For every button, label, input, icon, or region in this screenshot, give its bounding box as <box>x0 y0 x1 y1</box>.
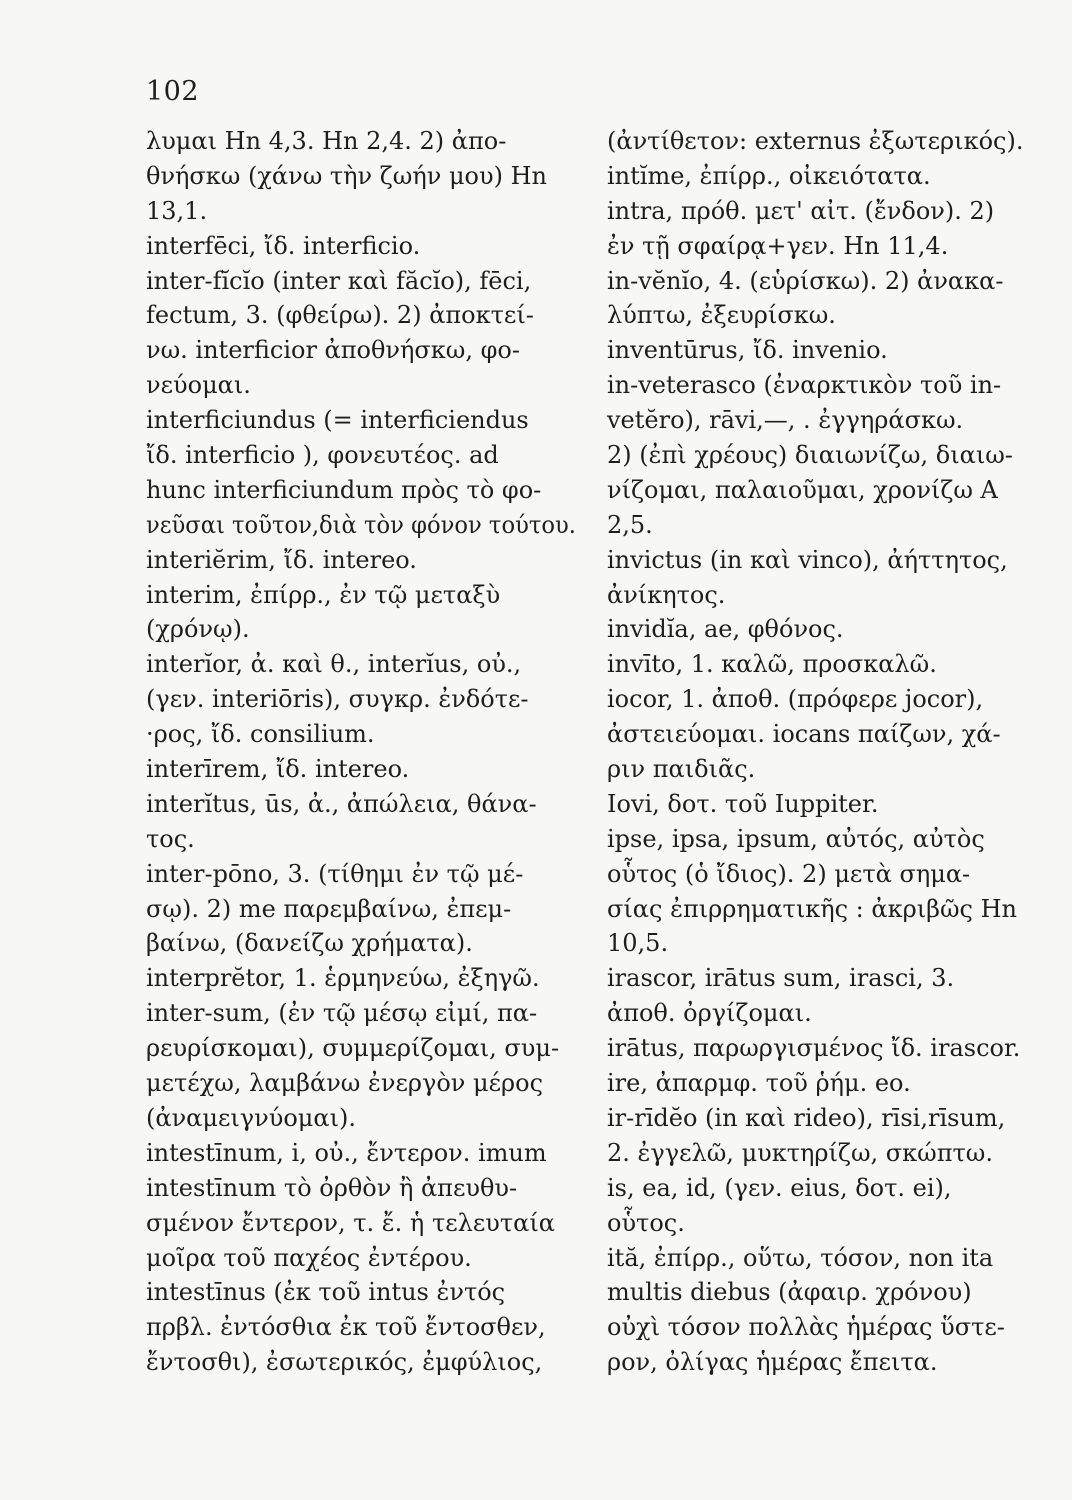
text-line: ἐν τῇ σφαίρᾳ+γεν. Hn 11,4. <box>607 231 949 260</box>
text-line: νεύομαι. <box>146 371 251 400</box>
text-line: interĭor, ἀ. καὶ θ., interĭus, οὐ., <box>146 650 522 679</box>
text-line: irascor, irātus sum, irasci, 3. <box>607 964 955 993</box>
text-line: σῳ). 2) me παρεμβαίνω, ἐπεμ- <box>146 894 512 923</box>
text-line: inter-fĭcĭo (inter καὶ făcĭo), fēci, <box>146 266 532 295</box>
text-line: πρβλ. ἐντόσθια ἐκ τοῦ ἔντοσθεν, <box>146 1313 546 1342</box>
text-line: inter-pōno, 3. (τίθημι ἐν τῷ μέ- <box>146 859 524 888</box>
text-line: 2. ἐγγελῶ, μυκτηρίζω, σκώπτω. <box>607 1138 993 1167</box>
text-line: ρευρίσκομαι), συμμερίζομαι, συμ- <box>146 1034 560 1063</box>
right-column <box>607 124 1047 1380</box>
text-line: invidĭa, ae, φθόνος. <box>607 615 844 644</box>
text-line: ire, ἀπαρμφ. τοῦ ῥήμ. eo. <box>607 1069 911 1098</box>
text-line: τος. <box>146 824 195 853</box>
text-line: fectum, 3. (φθείρω). 2) ἀποκτεί- <box>146 301 534 330</box>
text-line: intestīnus (ἐκ τοῦ intus ἐντός <box>146 1278 506 1307</box>
text-line: σμένον ἔντερον, τ. ἔ. ἡ τελευταία <box>146 1208 555 1237</box>
text-line: σίας ἐπιρρηματικῆς : ἀκριβῶς Hn <box>607 894 1018 923</box>
text-line: Iovi, δοτ. τοῦ Iuppiter. <box>607 789 879 818</box>
text-line: μοῖρα τοῦ παχέος ἐντέρου. <box>146 1243 472 1272</box>
text-line: (ἀναμειγνύομαι). <box>146 1103 356 1132</box>
text-line: λυμαι Hn 4,3. Hn 2,4. 2) ἀπο- <box>146 127 507 155</box>
text-line: invīto, 1. καλῶ, προσκαλῶ. <box>607 650 937 679</box>
text-line: ·ρος, ἴδ. consilium. <box>146 720 375 749</box>
text-line: intestīnum τὸ ὀρθὸν ἢ ἀπευθυ- <box>146 1173 518 1202</box>
left-column <box>146 124 576 1380</box>
text-line: in-vĕnĭo, 4. (εὑρίσκω). 2) ἀνακα- <box>607 266 1004 295</box>
text-line: 2) (ἐπὶ χρέους) διαιωνίζω, διαιω- <box>607 441 1013 470</box>
text-line: is, ea, id, (γεν. eius, δοτ. ei), <box>607 1173 952 1202</box>
text-line: λύπτω, ἐξευρίσκω. <box>607 301 836 330</box>
text-line: (χρόνῳ). <box>146 615 250 644</box>
text-line: inventūrus, ἴδ. invenio. <box>607 336 888 365</box>
text-line: ἴδ. interficio ), φονευτέος. ad <box>146 441 499 470</box>
text-line: interprĕtor, 1. ἑρμηνεύω, ἐξηγῶ. <box>146 964 540 993</box>
text-line: irātus, παρωργισμένος ἴδ. irascor. <box>607 1034 1021 1063</box>
text-line: interīrem, ἴδ. intereo. <box>146 755 410 784</box>
text-line: ită, ἐπίρρ., οὕτω, τόσον, non ita <box>607 1243 994 1272</box>
text-line: iocor, 1. ἀποθ. (πρόφερε jocor), <box>607 685 984 714</box>
text-line: μετέχω, λαμβάνω ἐνεργὸν μέρος <box>146 1069 544 1098</box>
text-line: 10,5. <box>607 929 669 958</box>
text-line: hunc interficiundum πρὸς τὸ φο- <box>146 475 542 504</box>
text-line: ριν παιδιᾶς. <box>607 755 756 784</box>
text-line: interiĕrim, ἴδ. intereo. <box>146 545 417 574</box>
text-line: νω. interficior ἀποθνήσκω, φο- <box>146 336 520 365</box>
text-line: intestīnum, i, οὐ., ἔντερον. imum <box>146 1138 547 1167</box>
text-line: ρον, ὀλίγας ἡμέρας ἔπειτα. <box>607 1348 938 1377</box>
text-line: intra, πρόθ. μετ' αἰτ. (ἔνδον). 2) <box>607 196 995 225</box>
text-line: 2,5. <box>607 510 653 539</box>
text-line: νεῦσαι τοῦτον,διὰ τὸν φόνον τούτου. <box>146 510 576 539</box>
text-line: βαίνω, (δανείζω χρήματα). <box>146 929 473 958</box>
page-number: 102 <box>146 76 200 107</box>
text-line: multis diebus (ἀφαιρ. χρόνου) <box>607 1278 972 1307</box>
text-line: inter-sum, (ἐν τῷ μέσῳ εἰμί, πα- <box>146 999 538 1028</box>
text-line: (γεν. interiōris), συγκρ. ἐνδότε- <box>146 685 529 714</box>
text-line: interĭtus, ūs, ἀ., ἀπώλεια, θάνα- <box>146 789 537 818</box>
text-line: interfēci, ἴδ. interficio. <box>146 231 421 260</box>
text-line: οὗτος (ὁ ἴδιος). 2) μετὰ σημα- <box>607 859 971 888</box>
text-line: ἔντοσθι), ἐσωτερικός, ἐμφύλιος, <box>146 1348 543 1377</box>
text-line: ἀνίκητος. <box>607 580 726 609</box>
text-line: in-veterasco (ἐναρκτικὸν τοῦ in- <box>607 371 1002 400</box>
text-line: οὐχὶ τόσον πολλὰς ἡμέρας ὕστε- <box>607 1313 1005 1342</box>
text-line: invictus (in καὶ vinco), ἀήττητος, <box>607 545 1008 574</box>
text-line: ipse, ipsa, ipsum, αὐτός, αὐτὸς <box>607 824 985 853</box>
text-line: interim, ἐπίρρ., ἐν τῷ μεταξὺ <box>146 580 501 609</box>
text-line: ἀστειεύομαι. iocans παίζων, χά- <box>607 720 1001 749</box>
text-line: θνήσκω (χάνω τὴν ζωήν μου) Hn <box>146 161 547 190</box>
text-line: οὗτος. <box>607 1208 685 1237</box>
text-line: interficiundus (= interficiendus <box>146 406 529 435</box>
text-line: νίζομαι, παλαιοῦμαι, χρονίζω A <box>607 475 998 504</box>
text-line: vetĕro), rāvi,—, . ἐγγηράσκω. <box>607 406 964 435</box>
text-line: 13,1. <box>146 196 208 225</box>
text-line: intĭme, ἐπίρρ., οἰκειότατα. <box>607 161 931 190</box>
text-line: ἀποθ. ὀργίζομαι. <box>607 999 812 1028</box>
text-line: (ἀντίθετον: externus ἐξωτερικός). <box>607 127 1024 155</box>
text-line: ir-rīdĕo (in καὶ rideo), rīsi,rīsum, <box>607 1103 1006 1132</box>
